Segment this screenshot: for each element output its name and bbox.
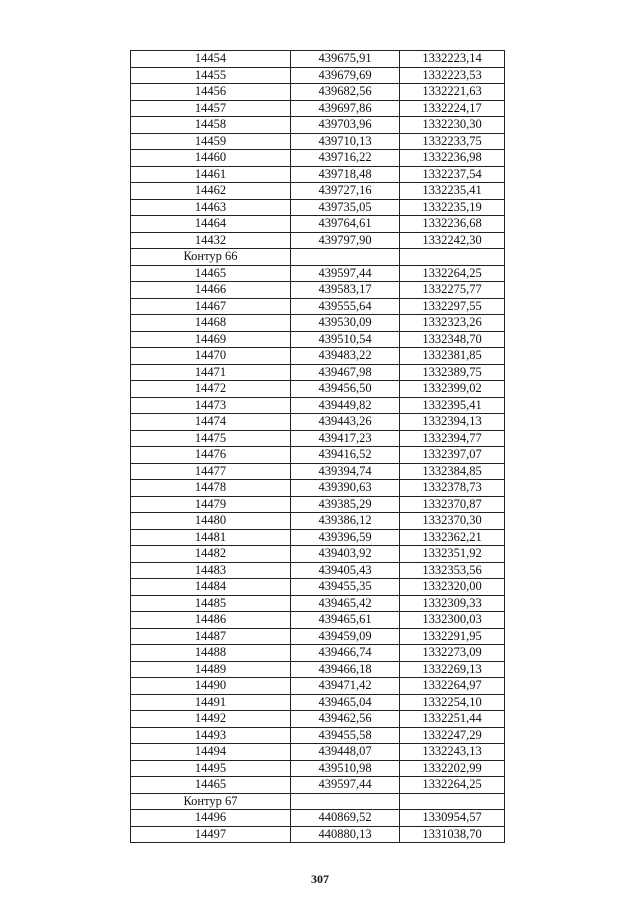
y-coordinate-cell: 1332224,17	[400, 100, 505, 117]
x-coordinate-cell: 439462,56	[291, 711, 400, 728]
x-coordinate-cell: 439583,17	[291, 282, 400, 299]
x-coordinate-cell: 439471,42	[291, 678, 400, 695]
point-number-cell: 14470	[131, 348, 291, 365]
table-row	[131, 232, 505, 249]
y-coordinate-cell: 1332235,19	[400, 199, 505, 216]
table-row	[131, 199, 505, 216]
table-row	[131, 67, 505, 84]
point-number-cell: 14473	[131, 397, 291, 414]
point-number-cell: 14483	[131, 562, 291, 579]
y-coordinate-cell: 1332264,97	[400, 678, 505, 695]
x-coordinate-cell: 439735,05	[291, 199, 400, 216]
table-row	[131, 414, 505, 431]
point-number-cell: 14484	[131, 579, 291, 596]
table-row	[131, 513, 505, 530]
table-row	[131, 810, 505, 827]
x-coordinate-cell: 439682,56	[291, 84, 400, 101]
table-row	[131, 480, 505, 497]
point-number-cell: 14485	[131, 595, 291, 612]
y-coordinate-cell: 1332273,09	[400, 645, 505, 662]
table-row	[131, 661, 505, 678]
x-coordinate-cell: 439710,13	[291, 133, 400, 150]
x-coordinate-cell: 439716,22	[291, 150, 400, 167]
y-coordinate-cell: 1332353,56	[400, 562, 505, 579]
point-number-cell: Контур 66	[131, 249, 291, 266]
y-coordinate-cell: 1332236,98	[400, 150, 505, 167]
x-coordinate-cell: 439764,61	[291, 216, 400, 233]
y-coordinate-cell: 1332291,95	[400, 628, 505, 645]
point-number-cell: 14460	[131, 150, 291, 167]
y-coordinate-cell: 1332233,75	[400, 133, 505, 150]
point-number-cell: 14490	[131, 678, 291, 695]
point-number-cell: 14492	[131, 711, 291, 728]
page-number: 307	[311, 872, 329, 886]
point-number-cell: 14468	[131, 315, 291, 332]
table-row	[131, 348, 505, 365]
table-row	[131, 315, 505, 332]
x-coordinate-cell: 439396,59	[291, 529, 400, 546]
y-coordinate-cell: 1332221,63	[400, 84, 505, 101]
point-number-cell: 14497	[131, 826, 291, 843]
y-coordinate-cell: 1332370,30	[400, 513, 505, 530]
y-coordinate-cell: 1332370,87	[400, 496, 505, 513]
x-coordinate-cell: 439385,29	[291, 496, 400, 513]
y-coordinate-cell: 1332230,30	[400, 117, 505, 134]
table-row	[131, 826, 505, 843]
y-coordinate-cell: 1332247,29	[400, 727, 505, 744]
point-number-cell: 14466	[131, 282, 291, 299]
point-number-cell: 14432	[131, 232, 291, 249]
x-coordinate-cell: 439727,16	[291, 183, 400, 200]
point-number-cell: 14464	[131, 216, 291, 233]
x-coordinate-cell	[291, 249, 400, 266]
table-row	[131, 117, 505, 134]
point-number-cell: 14488	[131, 645, 291, 662]
y-coordinate-cell: 1332254,10	[400, 694, 505, 711]
point-number-cell: 14461	[131, 166, 291, 183]
x-coordinate-cell: 439455,35	[291, 579, 400, 596]
table-row	[131, 760, 505, 777]
point-number-cell: 14459	[131, 133, 291, 150]
x-coordinate-cell: 439679,69	[291, 67, 400, 84]
point-number-cell: 14487	[131, 628, 291, 645]
y-coordinate-cell: 1332395,41	[400, 397, 505, 414]
x-coordinate-cell: 440869,52	[291, 810, 400, 827]
point-number-cell: 14479	[131, 496, 291, 513]
point-number-cell: 14462	[131, 183, 291, 200]
x-coordinate-cell: 439483,22	[291, 348, 400, 365]
point-number-cell: 14489	[131, 661, 291, 678]
table-row	[131, 100, 505, 117]
table-row	[131, 579, 505, 596]
x-coordinate-cell: 439416,52	[291, 447, 400, 464]
y-coordinate-cell: 1331038,70	[400, 826, 505, 843]
table-row	[131, 84, 505, 101]
x-coordinate-cell: 439597,44	[291, 265, 400, 282]
point-number-cell: 14480	[131, 513, 291, 530]
x-coordinate-cell: 439597,44	[291, 777, 400, 794]
table-row	[131, 331, 505, 348]
y-coordinate-cell: 1332362,21	[400, 529, 505, 546]
x-coordinate-cell: 439555,64	[291, 298, 400, 315]
y-coordinate-cell: 1332243,13	[400, 744, 505, 761]
table-row	[131, 645, 505, 662]
x-coordinate-cell: 439465,04	[291, 694, 400, 711]
y-coordinate-cell: 1332397,07	[400, 447, 505, 464]
point-number-cell: 14465	[131, 777, 291, 794]
table-row	[131, 51, 505, 68]
x-coordinate-cell: 439510,54	[291, 331, 400, 348]
y-coordinate-cell: 1332202,99	[400, 760, 505, 777]
y-coordinate-cell: 1332236,68	[400, 216, 505, 233]
point-number-cell: 14465	[131, 265, 291, 282]
point-number-cell: 14482	[131, 546, 291, 563]
point-number-cell: Контур 67	[131, 793, 291, 810]
point-number-cell: 14463	[131, 199, 291, 216]
x-coordinate-cell: 439386,12	[291, 513, 400, 530]
point-number-cell: 14478	[131, 480, 291, 497]
table-row	[131, 447, 505, 464]
y-coordinate-cell: 1332235,41	[400, 183, 505, 200]
x-coordinate-cell: 439456,50	[291, 381, 400, 398]
y-coordinate-cell: 1332384,85	[400, 463, 505, 480]
y-coordinate-cell	[400, 249, 505, 266]
y-coordinate-cell: 1332381,85	[400, 348, 505, 365]
point-number-cell: 14491	[131, 694, 291, 711]
y-coordinate-cell: 1332237,54	[400, 166, 505, 183]
point-number-cell: 14495	[131, 760, 291, 777]
table-row	[131, 430, 505, 447]
table-row	[131, 727, 505, 744]
table-row	[131, 744, 505, 761]
y-coordinate-cell: 1332348,70	[400, 331, 505, 348]
y-coordinate-cell: 1332269,13	[400, 661, 505, 678]
table-row	[131, 595, 505, 612]
table-row	[131, 463, 505, 480]
y-coordinate-cell: 1332297,55	[400, 298, 505, 315]
x-coordinate-cell: 439394,74	[291, 463, 400, 480]
x-coordinate-cell: 439510,98	[291, 760, 400, 777]
table-row	[131, 133, 505, 150]
x-coordinate-cell: 439405,43	[291, 562, 400, 579]
x-coordinate-cell: 439703,96	[291, 117, 400, 134]
table-row	[131, 364, 505, 381]
x-coordinate-cell: 439797,90	[291, 232, 400, 249]
point-number-cell: 14494	[131, 744, 291, 761]
x-coordinate-cell: 439403,92	[291, 546, 400, 563]
y-coordinate-cell: 1332300,03	[400, 612, 505, 629]
x-coordinate-cell: 439417,23	[291, 430, 400, 447]
point-number-cell: 14454	[131, 51, 291, 68]
x-coordinate-cell: 439718,48	[291, 166, 400, 183]
y-coordinate-cell: 1332251,44	[400, 711, 505, 728]
y-coordinate-cell: 1332351,92	[400, 546, 505, 563]
table-row	[131, 711, 505, 728]
x-coordinate-cell: 439697,86	[291, 100, 400, 117]
point-number-cell: 14493	[131, 727, 291, 744]
x-coordinate-cell: 439455,58	[291, 727, 400, 744]
point-number-cell: 14481	[131, 529, 291, 546]
x-coordinate-cell: 439459,09	[291, 628, 400, 645]
x-coordinate-cell: 439530,09	[291, 315, 400, 332]
x-coordinate-cell: 439465,42	[291, 595, 400, 612]
table-row	[131, 216, 505, 233]
table-row	[131, 150, 505, 167]
table-row	[131, 298, 505, 315]
table-row	[131, 777, 505, 794]
y-coordinate-cell: 1332389,75	[400, 364, 505, 381]
y-coordinate-cell: 1332320,00	[400, 579, 505, 596]
coordinates-table	[130, 50, 505, 843]
point-number-cell: 14455	[131, 67, 291, 84]
table-row	[131, 612, 505, 629]
point-number-cell: 14456	[131, 84, 291, 101]
x-coordinate-cell: 439675,91	[291, 51, 400, 68]
table-row	[131, 496, 505, 513]
y-coordinate-cell: 1332323,26	[400, 315, 505, 332]
table-row	[131, 546, 505, 563]
y-coordinate-cell: 1332223,53	[400, 67, 505, 84]
y-coordinate-cell: 1332264,25	[400, 777, 505, 794]
table-row	[131, 249, 505, 266]
point-number-cell: 14471	[131, 364, 291, 381]
table-row	[131, 282, 505, 299]
table-row	[131, 529, 505, 546]
x-coordinate-cell: 439443,26	[291, 414, 400, 431]
y-coordinate-cell: 1332378,73	[400, 480, 505, 497]
point-number-cell: 14457	[131, 100, 291, 117]
table-row	[131, 678, 505, 695]
point-number-cell: 14475	[131, 430, 291, 447]
y-coordinate-cell	[400, 793, 505, 810]
x-coordinate-cell: 439466,18	[291, 661, 400, 678]
point-number-cell: 14469	[131, 331, 291, 348]
x-coordinate-cell: 439467,98	[291, 364, 400, 381]
x-coordinate-cell: 439448,07	[291, 744, 400, 761]
table-row	[131, 562, 505, 579]
point-number-cell: 14458	[131, 117, 291, 134]
x-coordinate-cell: 439390,63	[291, 480, 400, 497]
y-coordinate-cell: 1332394,13	[400, 414, 505, 431]
y-coordinate-cell: 1330954,57	[400, 810, 505, 827]
x-coordinate-cell: 439465,61	[291, 612, 400, 629]
x-coordinate-cell: 440880,13	[291, 826, 400, 843]
y-coordinate-cell: 1332242,30	[400, 232, 505, 249]
point-number-cell: 14477	[131, 463, 291, 480]
x-coordinate-cell: 439449,82	[291, 397, 400, 414]
point-number-cell: 14496	[131, 810, 291, 827]
table-row	[131, 628, 505, 645]
point-number-cell: 14474	[131, 414, 291, 431]
y-coordinate-cell: 1332394,77	[400, 430, 505, 447]
point-number-cell: 14472	[131, 381, 291, 398]
x-coordinate-cell: 439466,74	[291, 645, 400, 662]
y-coordinate-cell: 1332275,77	[400, 282, 505, 299]
coordinates-table-body	[131, 51, 505, 843]
y-coordinate-cell: 1332264,25	[400, 265, 505, 282]
table-row	[131, 166, 505, 183]
table-row	[131, 793, 505, 810]
table-row	[131, 397, 505, 414]
point-number-cell: 14486	[131, 612, 291, 629]
point-number-cell: 14467	[131, 298, 291, 315]
table-row	[131, 694, 505, 711]
table-row	[131, 381, 505, 398]
point-number-cell: 14476	[131, 447, 291, 464]
table-row	[131, 265, 505, 282]
y-coordinate-cell: 1332309,33	[400, 595, 505, 612]
x-coordinate-cell	[291, 793, 400, 810]
table-row	[131, 183, 505, 200]
y-coordinate-cell: 1332223,14	[400, 51, 505, 68]
y-coordinate-cell: 1332399,02	[400, 381, 505, 398]
